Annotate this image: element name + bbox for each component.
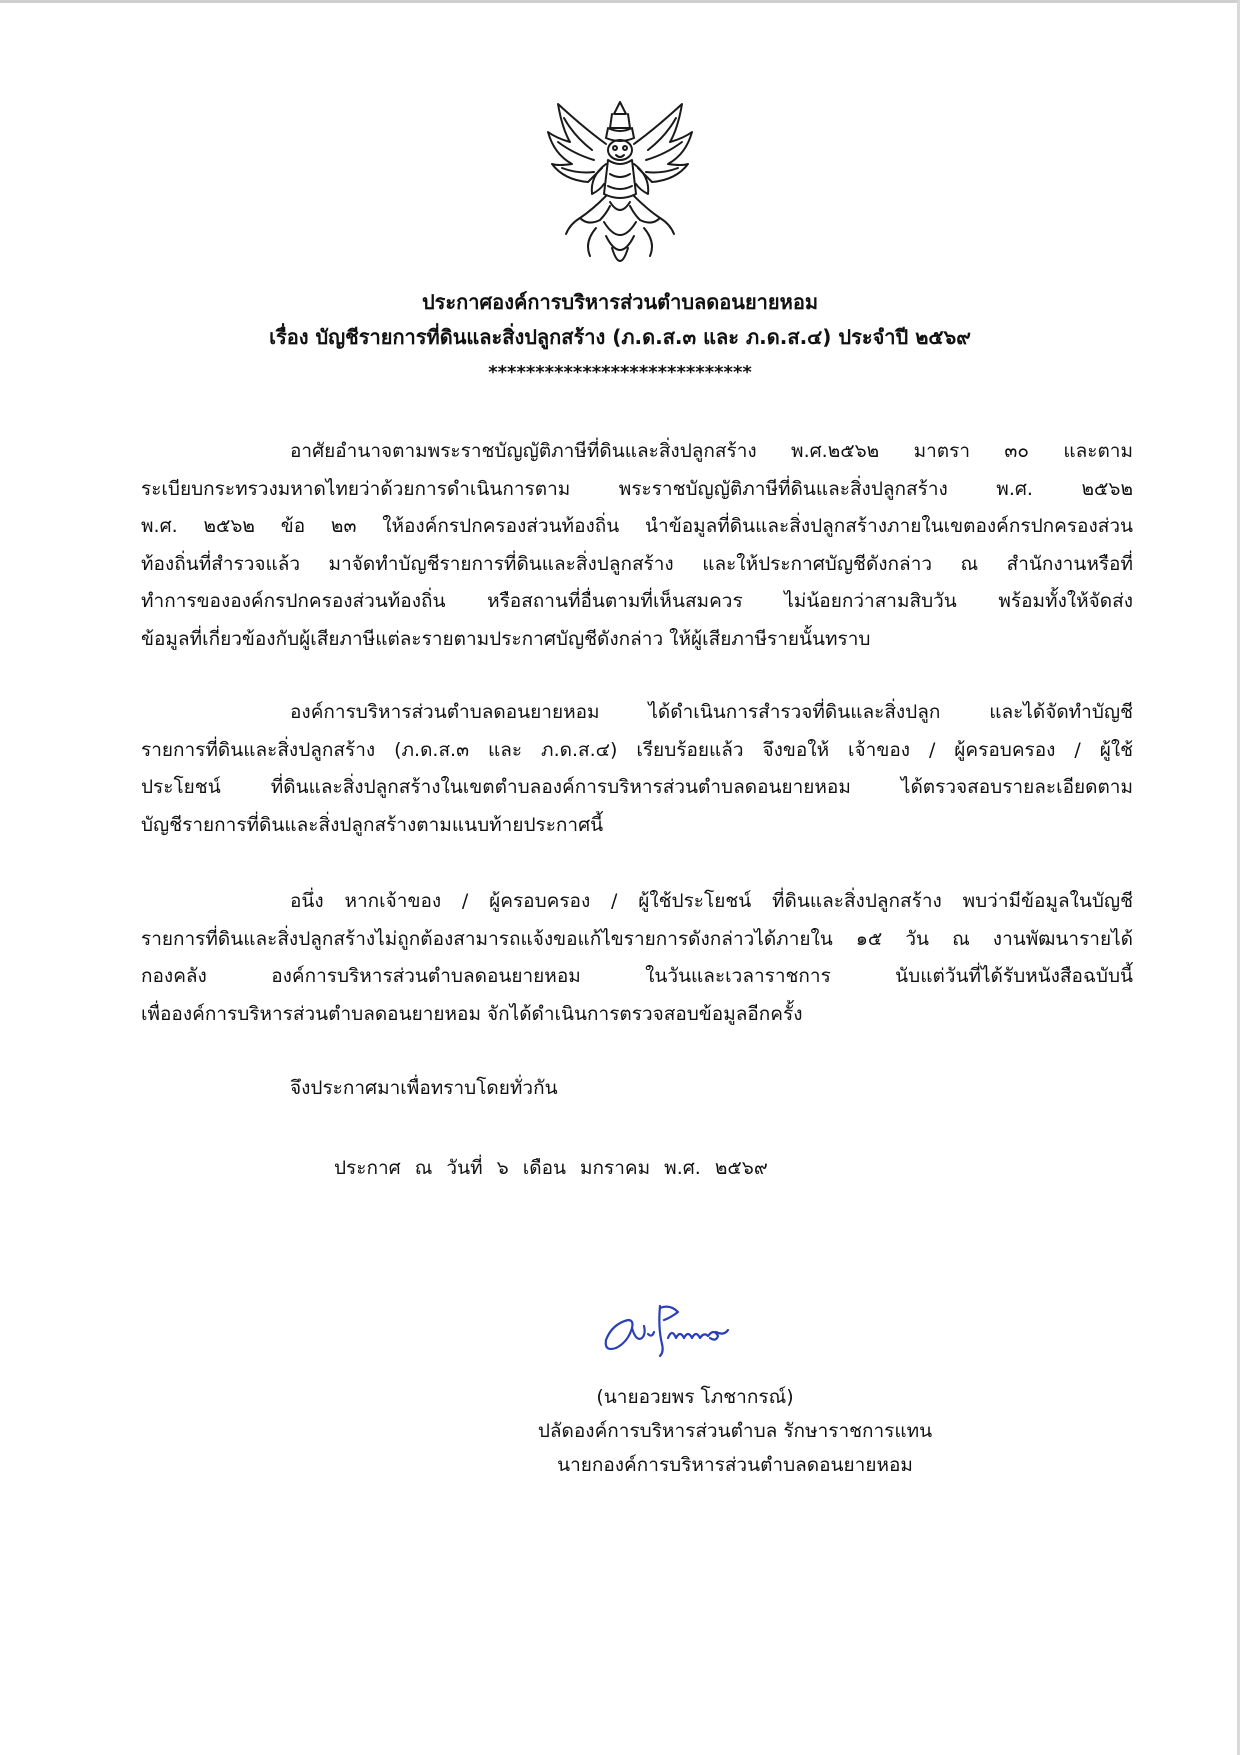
paragraph-line: อนึ่ง หากเจ้าของ / ผู้ครอบครอง / ผู้ใช้ประโยชน์ ที่ดินและสิ่งปลูกสร้าง พบว่ามีข้อมูลในบัญชี (290, 890, 1133, 912)
paragraph-line: ประโยชน์ ที่ดินและสิ่งปลูกสร้างในเขตตำบลองค์การบริหารส่วนตำบลดอนยายหอม ได้ตรวจสอบรายละเอียดตาม (141, 776, 1133, 798)
signatory-position: ปลัดองค์การบริหารส่วนตำบล รักษาราชการแทน (537, 1420, 933, 1442)
paragraph-line: ท้องถิ่นที่สำรวจแล้ว มาจัดทำบัญชีรายการที่ดินและสิ่งปลูกสร้าง และให้ประกาศบัญชีดังกล่าว ณ สำนักงานหรือที่ (141, 552, 1133, 575)
paragraph-line: อาศัยอำนาจตามพระราชบัญญัติภาษีที่ดินและสิ่งปลูกสร้าง พ.ศ.๒๕๖๒ มาตรา ๓๐ และตาม (290, 440, 1133, 462)
paragraph-authority (141, 433, 1133, 658)
title-separator: **************************** (488, 362, 752, 383)
paragraph-line: ทำการขององค์กรปกครองส่วนท้องถิ่น หรือสถานที่อื่นตามที่เห็นสมควร ไม่น้อยกว่าสามสิบวัน พร้อมทั้งให้จัดส่ง (141, 590, 1133, 612)
paragraph-line: องค์การบริหารส่วนตำบลดอนยายหอม ได้ดำเนินการสำรวจที่ดินและสิ่งปลูก และได้จัดทำบัญชี (290, 701, 1133, 723)
paragraph-line: บัญชีรายการที่ดินและสิ่งปลูกสร้างตามแนบท้ายประกาศนี้ (141, 813, 604, 836)
announcement-title: ประกาศองค์การบริหารส่วนตำบลดอนยายหอม (421, 290, 819, 314)
announcement-subject: เรื่อง บัญชีรายการที่ดินและสิ่งปลูกสร้าง (ภ.ด.ส.๓ และ ภ.ด.ส.๔) ประจำปี ๒๕๖๙ (269, 325, 971, 349)
closing-statement: จึงประกาศมาเพื่อทราบโดยทั่วกัน (290, 1077, 558, 1099)
announcement-date: ประกาศ ณ วันที่ ๖ เดือน มกราคม พ.ศ. ๒๕๖๙ (334, 1157, 768, 1179)
page-edge-top (0, 0, 1240, 3)
handwritten-signature (598, 1298, 738, 1360)
paragraph-line: รายการที่ดินและสิ่งปลูกสร้าง (ภ.ด.ส.๓ และ ภ.ด.ส.๔) เรียบร้อยแล้ว จึงขอให้ เจ้าของ / ผู้ครอบครอง / ผู้ใช้ (141, 738, 1133, 761)
signatory-name: (นายอวยพร โภชากรณ์) (596, 1386, 794, 1408)
paragraph-line: ระเบียบกระทรวงมหาดไทยว่าด้วยการดำเนินการตาม พระราชบัญญัติภาษีที่ดินและสิ่งปลูกสร้าง พ.ศ. ๒๕๖๒ (141, 477, 1133, 500)
paragraph-line: ข้อมูลที่เกี่ยวข้องกับผู้เสียภาษีแต่ละรายตามประกาศบัญชีดังกล่าว ให้ผู้เสียภาษีรายนั้นทราบ (141, 627, 871, 650)
paragraph-line: พ.ศ. ๒๕๖๒ ข้อ ๒๓ ให้องค์กรปกครองส่วนท้องถิ่น นำข้อมูลที่ดินและสิ่งปลูกสร้างภายในเขตองค์กรปกครองส่วน (141, 515, 1133, 537)
paragraph-line: รายการที่ดินและสิ่งปลูกสร้างไม่ถูกต้องสามารถแจ้งขอแก้ไขรายการดังกล่าวได้ภายใน ๑๕ วัน ณ งานพัฒนารายได้ (141, 927, 1133, 950)
garuda-emblem-icon (540, 98, 700, 278)
paragraph-correction (141, 883, 1133, 1033)
signatory-position-acting: นายกองค์การบริหารส่วนตำบลดอนยายหอม (557, 1454, 913, 1476)
signatory-block (0, 1380, 1240, 1482)
paragraph-survey (141, 694, 1133, 844)
paragraph-line: กองคลัง องค์การบริหารส่วนตำบลดอนยายหอม ในวันและเวลาราชการ นับแต่วันที่ได้รับหนังสือฉบับนี้ (141, 965, 1133, 987)
paragraph-line: เพื่อองค์การบริหารส่วนตำบลดอนยายหอม จักได้ดำเนินการตรวจสอบข้อมูลอีกครั้ง (141, 1002, 803, 1025)
